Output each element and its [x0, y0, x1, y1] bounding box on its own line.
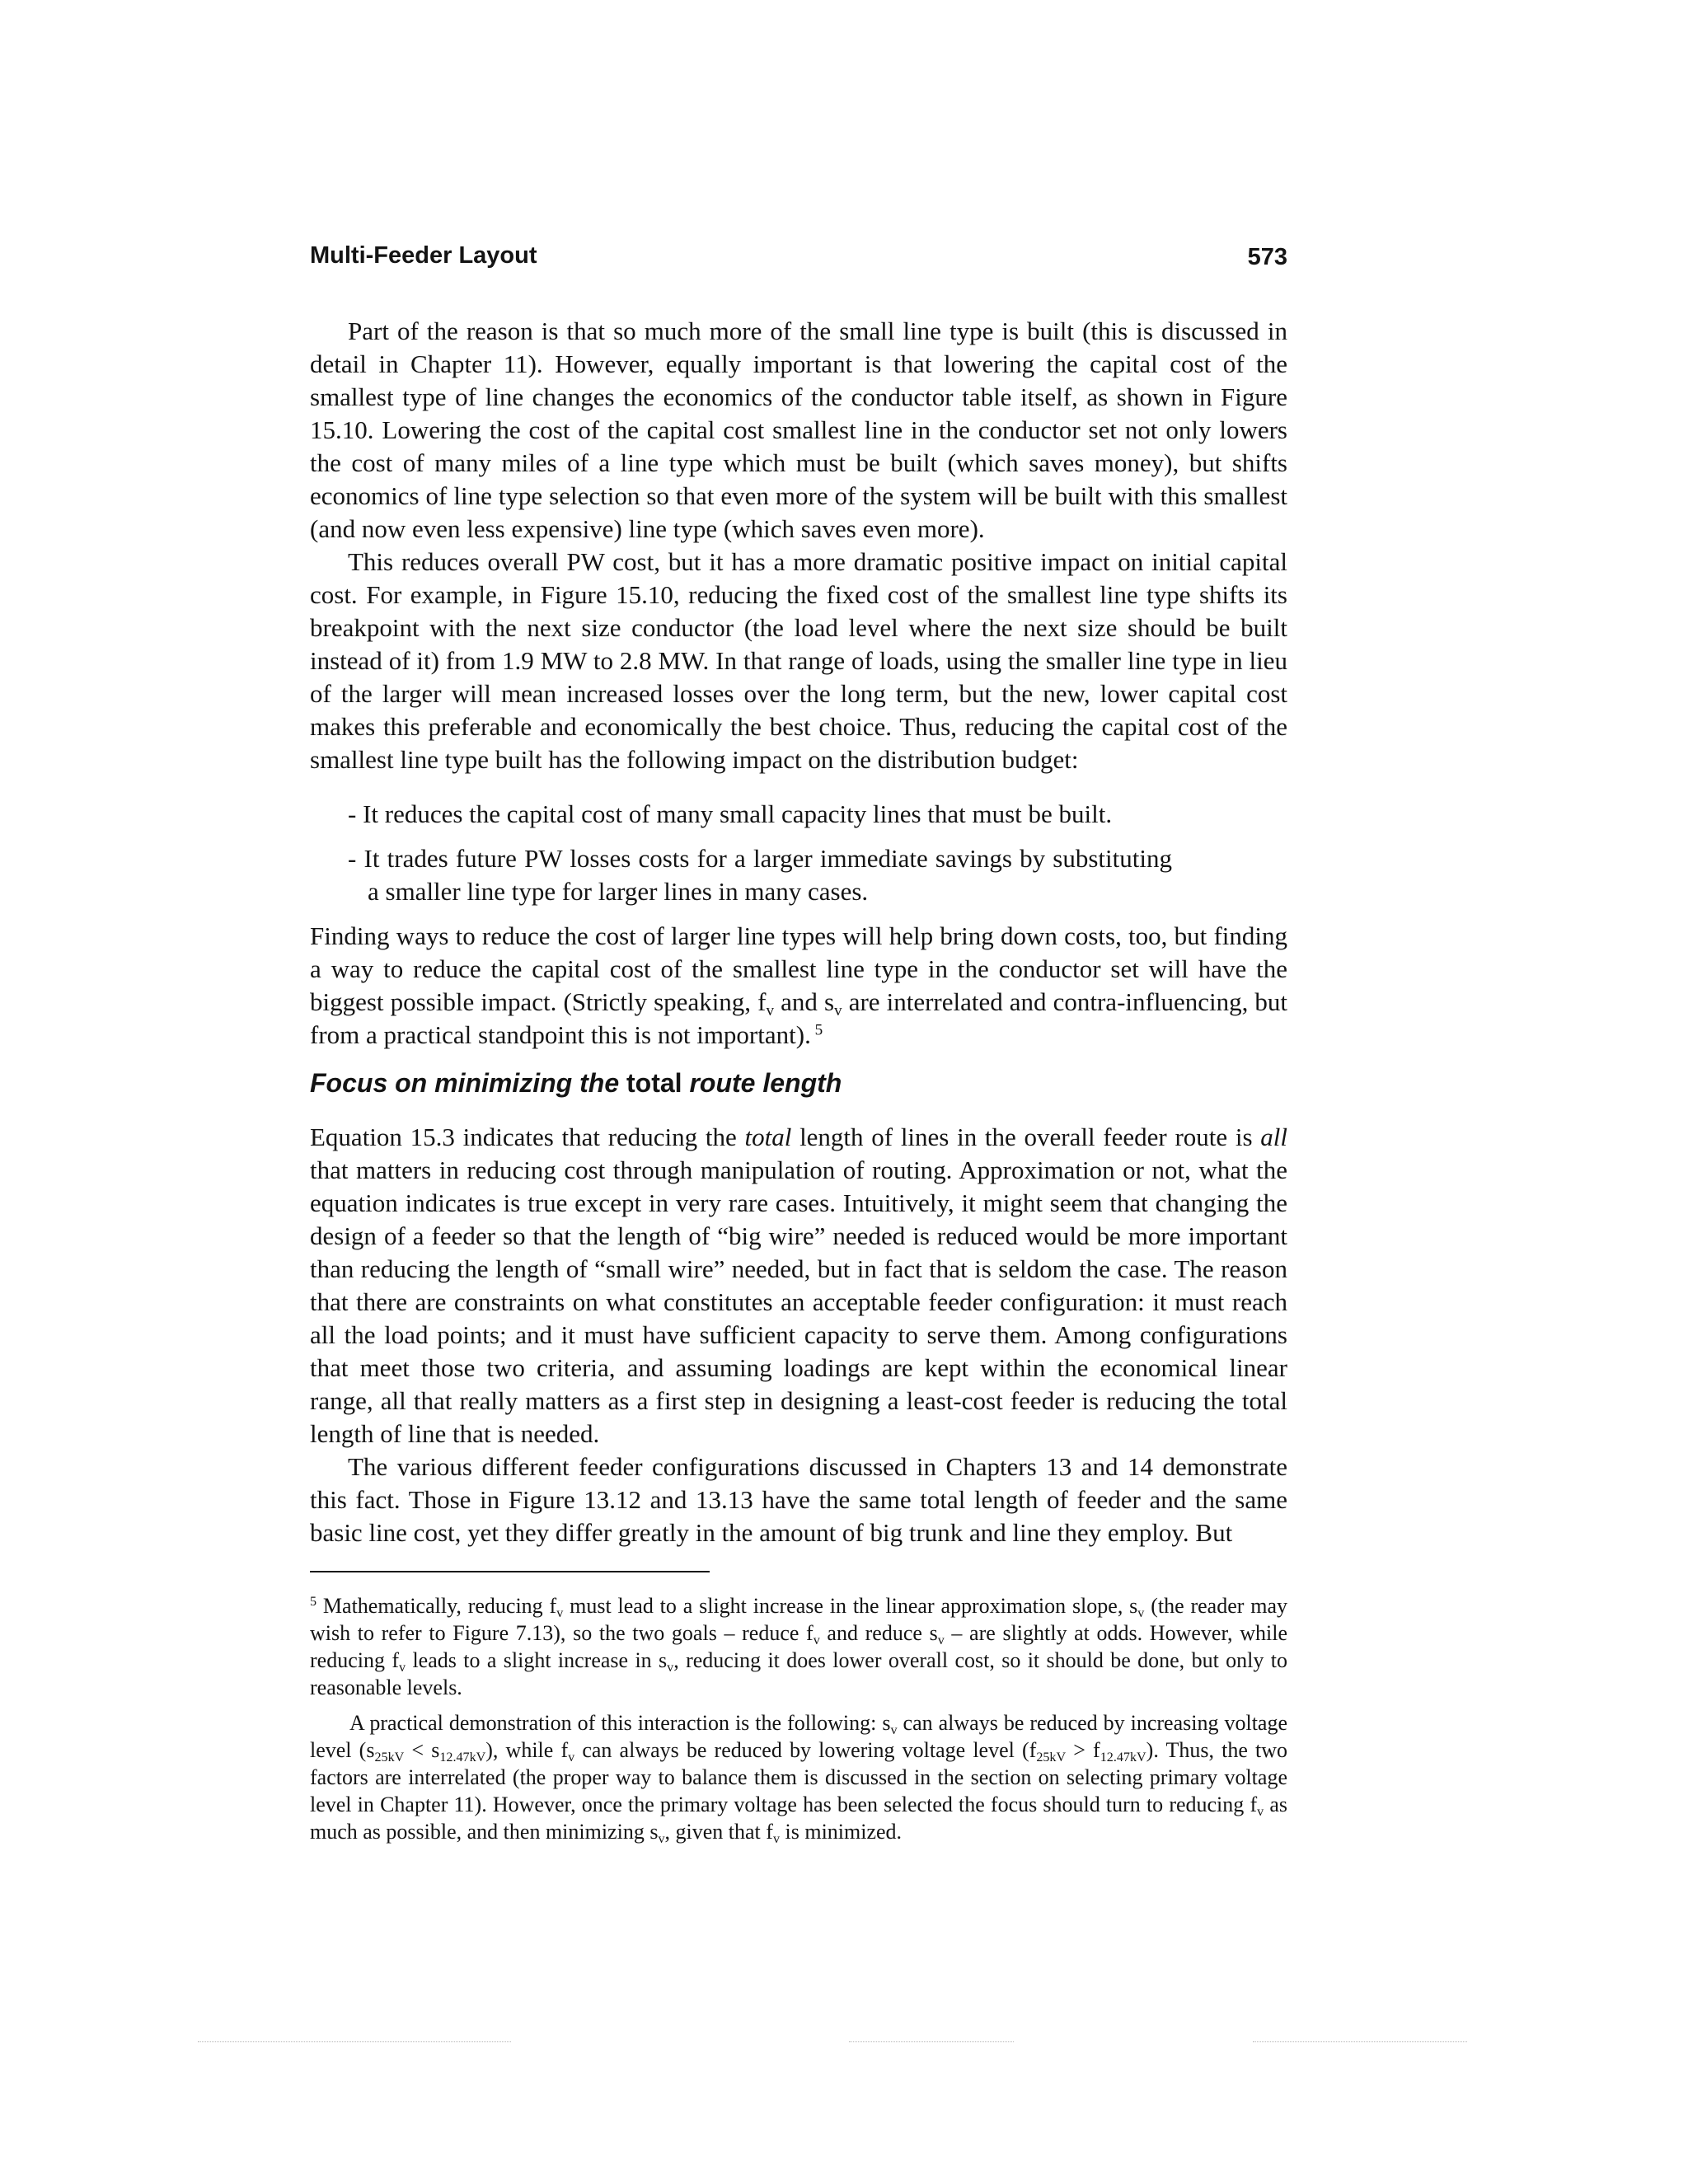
page-number: 573 [1247, 244, 1287, 270]
scan-artifact [1253, 2041, 1467, 2042]
paragraph: Finding ways to reduce the cost of larger line types will help bring down costs, too, but finding a way to reduce the capital cost of the smallest line type in the conductor set will have the biggest possible impact. (Strictly speaking, $f_v$ and $s_v$ are interrelated and contra-influencing, but from a practical standpoint this is not important). $^5$ [310, 921, 1287, 1049]
list-item: - It trades future PW losses costs for a larger immediate savings by substituting a smaller line type for larger lines in many cases. [348, 844, 1172, 906]
footnote: A practical demonstration of this interaction is the following: $s_v$ can always be reduced by increasing voltage level $(s_{25kV} < s_{12.47kV})$, while $f_v$ can always be reduced by lowering voltage level $(f_{25kV} > f_{12.47kV})$. Thus, the two factors are interrelated (the proper way to balance them is discussed in the section on selecting primary voltage level in Chapter 11). However, once the primary voltage has been selected the focus should turn to reducing $f_v$ as much as possible, and then minimizing $s_v$, given that $f_v$ is minimized. [310, 1711, 1288, 1846]
paragraph: This reduces overall PW cost, but it has a more dramatic positive impact on initial capital cost. For example, in Figure 15.10, reducing the fixed cost of the smallest line type shifts its breakpoint with the next size conductor (the load level where the next size should be built instead of it) from 1.9 MW to 2.8 MW. In that range of loads, using the smaller line type in lieu of the larger will mean increased losses over the long term, but the new, lower capital cost makes this preferable and economically the best choice. Thus, reducing the capital cost of the smallest line type built has the following impact on the distribution budget: [310, 547, 1287, 774]
section-heading: Focus on minimizing the total route length [310, 1068, 842, 1098]
scan-artifact [198, 2041, 511, 2042]
footnote-marker: 5 [310, 1595, 317, 1610]
bullet-list [348, 798, 1172, 908]
scan-artifact [849, 2041, 1014, 2042]
paragraph: Equation 15.3 indicates that reducing the total length of lines in the overall feeder route is all that matters in reducing cost through manipulation of routing. Approximation or not, what the equation indicates is true except in very rare cases. Intuitively, it might seem that changing the design of a feeder so that the length of “big wire” needed is reduced would be more important than reducing the length of “small wire” needed, but in fact that is seldom the case. The reason that there are constraints on what constitutes an acceptable feeder configuration: it must reach all the load points; and it must have sufficient capacity to serve them. Among configurations that meet those two criteria, and assuming loadings are kept within the economical linear range, all that really matters as a first step in designing a least-cost feeder is reducing the total length of line that is needed. [310, 1122, 1287, 1448]
list-item: - It reduces the capital cost of many small capacity lines that must be built. [348, 799, 1113, 828]
page-content [310, 239, 1287, 1854]
running-title: Multi-Feeder Layout [310, 242, 537, 269]
paragraph: The various different feeder configurations discussed in Chapters 13 and 14 demonstrate this fact. Those in Figure 13.12 and 13.13 have the same total length of feeder and the same basic line cost, yet they differ greatly in the amount of big trunk and line they employ. But [310, 1452, 1287, 1547]
footnote: $^5$ Mathematically, reducing $f_v$ must lead to a slight increase in the linear approximation slope, $s_v$ (the reader may wish to refer to Figure 7.13), so the two goals – reduce $f_v$ and reduce $s_v$ – are slightly at odds. However, while reducing $f_v$ leads to a slight increase in $s_v$, reducing it does lower overall cost, so it should be done, but only to reasonable levels. [310, 1594, 1288, 1699]
running-head [310, 239, 1287, 279]
footnote-divider [310, 1571, 710, 1572]
paragraph: Part of the reason is that so much more of the small line type is built (this is discussed in detail in Chapter 11). However, equally important is that lowering the capital cost of the smallest type of line changes the economics of the conductor table itself, as shown in Figure 15.10. Lowering the cost of the capital cost smallest line in the conductor set not only lowers the cost of many miles of a line type which must be built (which saves money), but shifts economics of line type selection so that even more of the system will be built with this smallest (and now even less expensive) line type (which saves even more). [310, 316, 1287, 543]
footnotes [310, 1592, 1287, 1845]
footnote-reference: 5 [810, 1021, 823, 1039]
